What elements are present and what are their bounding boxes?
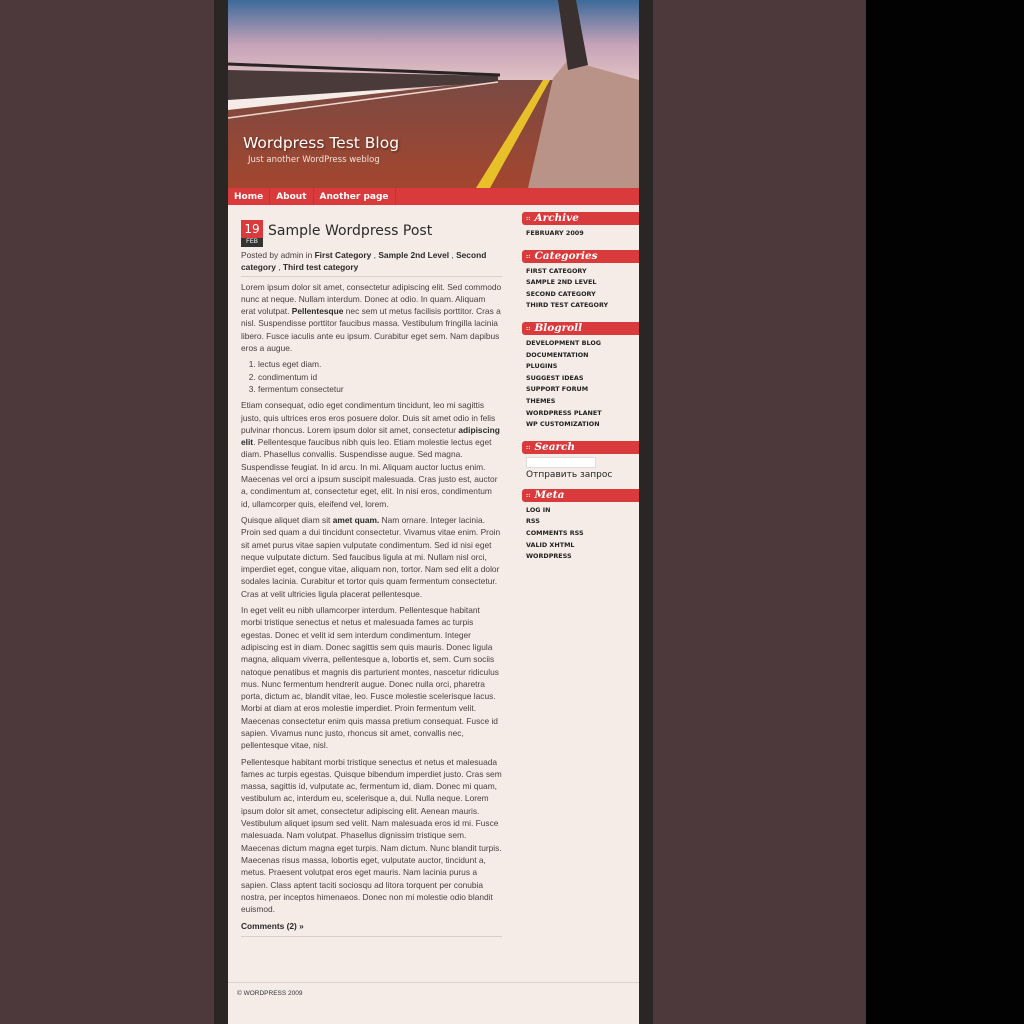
widget-title-categories — [522, 250, 639, 263]
list-item: 3. fermentum consectetur — [258, 383, 502, 395]
main-nav — [228, 188, 639, 205]
post-day: 19 — [241, 220, 263, 238]
blogroll-link[interactable]: PLUGINS — [526, 362, 558, 371]
header-banner — [228, 0, 639, 188]
paragraph: In eget velit eu nibh ullamcorper interdum. Pellentesque habitant morbi tristique senectus et netus et malesuada fames ac turpis egestas. Donec et velit id sem interdum condimentum. Integer adipiscing est in diam. Donec sagittis sem quis mauris. Donec ligula magna, aliquam viverra, pellentesque a, lobortis et, sem. Cum sociis natoque penatibus et magnis dis parturient montes, nascetur ridiculus mus. Nunc fermentum hendrerit augue. Donec nulla orci, pharetra porta, dictum ac, blandit vitae, leo. Fusce molestie scelerisque lacus. Morbi at diam at eros molestie imperdiet. Proin fermentum velit. Maecenas consectetur enim quis massa pretium consequat. Fusce id sapien. Vivamus nunc justo, rhoncus sit amet, convallis nec, pellentesque vitae, nisl. — [241, 605, 499, 751]
comments-link[interactable]: Comments (2) » — [241, 920, 502, 936]
widget-title-text: Meta — [534, 488, 565, 501]
bold-text: adipiscing elit — [241, 424, 500, 448]
ordered-list — [258, 358, 502, 395]
sidebar — [522, 212, 639, 573]
meta-link[interactable]: COMMENTS RSS — [526, 528, 584, 537]
list-item: 1. lectus eget diam. — [258, 358, 502, 370]
paragraph: Pellentesque habitant morbi tristique senectus et netus et malesuada fames ac turpis egestas. Quisque bibendum imperdiet justo. Cras sem massa, sagittis id, vulputate ac, fermentum id, diam. Donec mi quam, vestibulum ac, interdum eu, scelerisque a, dui. Nulla neque. Lorem ipsum dolor sit amet, consectetur adipiscing elit. Aenean mauris. Vestibulum aliquet ipsum sed velit. Nam malesuada eros id mi. Fusce malesuada. Nam volutpat. Phasellus dignissim tristique sem. Maecenas dictum magna eget turpis. Nam dictum. Nunc blandit turpis. Maecenas risus massa, lobortis eget, vulputate auctor, tincidunt a, metus. Praesent volutpat eros eget mauris. Nam lacinia purus a sapien. Class aptent taciti sociosqu ad litora torquent per conubia nostra, per inceptos himenaeos. Donec non mi molestie odio blandit euismod. — [241, 756, 502, 915]
blog-title[interactable]: Wordpress Test Blog — [243, 134, 400, 152]
paragraph — [241, 281, 502, 355]
post-month: FEB — [241, 238, 263, 247]
nav-about[interactable]: About — [270, 188, 313, 205]
archive-list — [526, 228, 639, 240]
post-date-badge — [241, 220, 263, 247]
bullet-icon: :: — [526, 252, 531, 260]
meta-link[interactable]: LOG IN — [526, 505, 551, 514]
text: Lorem ipsum dolor sit amet, consectetur adipiscing elit. Sed commodo nunc at neque. Nullam interdum. Donec at odio. In quam. Aliquam erat volutpat. — [241, 281, 502, 317]
text: . Pellentesque faucibus nibh quis leo. Etiam molestie lectus eget diam. Phasellus convallis. Suspendisse augue. Sed magna. Suspendisse feugiat. In id arcu. In mi. Aliquam auctor luctus enim. Maecenas vel orci a ipsum suscipit malesuada. Cras justo est, auctor a, condimentum at, consectetur eget, elit. In nisi eros, condimentum id, ullamcorper quis, eleifend vel, lorem. — [241, 437, 498, 509]
page — [228, 0, 639, 1024]
category-link[interactable]: First Category — [314, 250, 372, 260]
footer-copyright: © WORDPRESS 2009 — [228, 982, 639, 997]
bullet-icon: :: — [526, 324, 531, 332]
search-submit-button[interactable]: Отправить запрос — [526, 469, 613, 480]
category-link[interactable]: SECOND CATEGORY — [526, 289, 596, 298]
text: Quisque aliquet diam sit — [241, 514, 333, 525]
bold-text: amet quam. — [332, 514, 380, 525]
blogroll-link[interactable]: THEMES — [526, 396, 556, 405]
category-link[interactable]: THIRD TEST CATEGORY — [526, 301, 609, 310]
posted-by: Posted by admin in — [241, 250, 315, 260]
bullet-icon: :: — [526, 215, 531, 222]
post-title[interactable]: Sample Wordpress Post — [268, 223, 433, 239]
blog-description: Just another WordPress weblog — [248, 155, 380, 165]
archive-link[interactable]: FEBRUARY 2009 — [526, 229, 584, 237]
blogroll-link[interactable]: SUPPORT FORUM — [526, 385, 589, 394]
text: Etiam consequat, odio eget condimentum tincidunt, leo mi sagittis justo, quis ultrices eros eros posuere dolor. Duis sit amet odio in felis pulvinar rhoncus. Lorem ipsum dolor sit amet, consectetur — [241, 400, 496, 435]
meta-list — [526, 505, 639, 563]
blogroll-link[interactable]: WORDPRESS PLANET — [526, 408, 602, 417]
blogroll-link[interactable]: DEVELOPMENT BLOG — [526, 338, 601, 347]
category-link[interactable]: FIRST CATEGORY — [526, 266, 587, 275]
search-input[interactable] — [526, 457, 596, 468]
category-link[interactable]: Sample 2nd Level — [378, 250, 450, 260]
widget-title-text: Archive — [534, 212, 579, 224]
blogroll-link[interactable]: SUGGEST IDEAS — [526, 373, 584, 382]
post — [241, 218, 502, 937]
bullet-icon: :: — [526, 491, 531, 499]
right-border — [639, 0, 653, 1024]
meta-link[interactable]: VALID XHTML — [526, 540, 575, 549]
blogroll-link[interactable]: WP CUSTOMIZATION — [526, 420, 600, 429]
widget-title-text: Blogroll — [534, 321, 583, 334]
widget-title-blogroll — [522, 322, 639, 335]
blogroll-list — [526, 338, 639, 431]
left-border — [214, 0, 228, 1024]
categories-list — [526, 266, 639, 312]
widget-title-archive — [522, 212, 639, 225]
widget-title-text: Search — [534, 440, 576, 453]
bold-text: Pellentesque — [291, 306, 344, 317]
widget-title-search — [522, 441, 639, 454]
paragraph — [241, 514, 502, 600]
list-item: 2. condimentum id — [258, 371, 502, 383]
widget-title-text: Categories — [534, 249, 598, 262]
paragraph — [241, 399, 502, 510]
widget-title-meta — [522, 489, 639, 502]
category-link[interactable]: SAMPLE 2ND LEVEL — [526, 278, 597, 287]
category-link[interactable]: Third test category — [282, 262, 359, 273]
post-meta: Posted by admin in First Category , Sample 2nd Level , Second category , Third test category — [241, 249, 502, 277]
bullet-icon: :: — [526, 443, 531, 451]
meta-link[interactable]: WORDPRESS — [526, 552, 572, 561]
blogroll-link[interactable]: DOCUMENTATION — [526, 350, 589, 359]
text: Nam ornare. Integer lacinia. Proin sed quam a dui tincidunt consectetur. Vivamus vitae enim. Proin sit amet purus vitae sapien vulputate condimentum. Sed id nisi eget neque vulputate dictum. Sed faucibus ligula at mi. Nullam nisl orci, imperdiet eget, congue vitae, aliquam non, tortor. Nam sed elit a dolor sodales lacinia. Curabitur et tortor quis quam fermentum consectetur. Cras at velit ultricies ligula placerat pellentesque. — [241, 514, 501, 599]
right-margin — [866, 0, 1024, 1024]
text: nec sem ut metus facilisis porttitor. Cras a nisl. Suspendisse porttitor faucibus massa. Vestibulum fringilla lacinia libero. Fusce iaculis ante eu ipsum. Curabitur eget sem. Nam dapibus eros a augue. — [241, 306, 501, 354]
meta-link[interactable]: RSS — [526, 517, 540, 526]
nav-another-page[interactable]: Another page — [314, 188, 396, 205]
nav-home[interactable]: Home — [228, 188, 270, 205]
category-link[interactable]: Second category — [241, 250, 487, 273]
